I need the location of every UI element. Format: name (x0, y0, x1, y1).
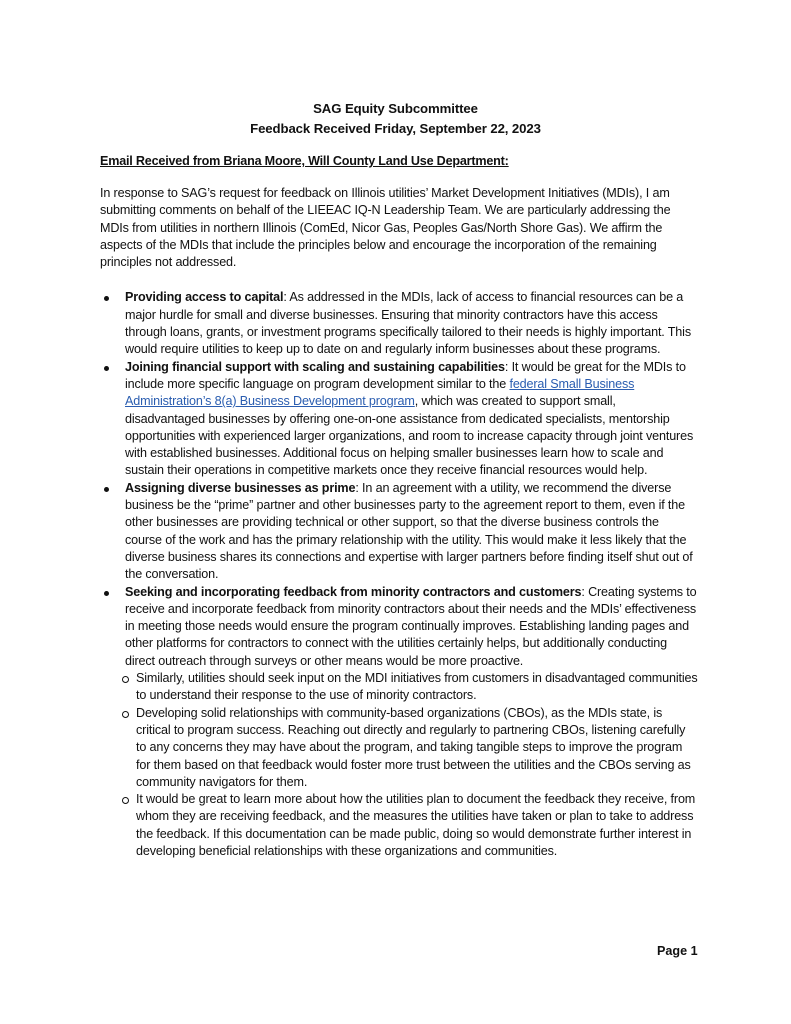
bullet-icon (104, 591, 109, 596)
bullet-text: : As addressed in the MDIs, lack of access to financial resources can be a major hurdle for small and diverse businesses. Ensuring that minority contractors have this access through loans, grants, or investment programs specifically tailored to their needs is highly important. This would require utilities to keep up to date on and regularly inform businesses about these programs. (125, 290, 691, 357)
principles-list (100, 289, 698, 670)
list-item (100, 480, 698, 584)
hollow-bullet-icon (122, 711, 129, 718)
list-item (100, 584, 698, 670)
document-body (100, 185, 698, 860)
page-number: Page 1 (657, 944, 698, 958)
bullet-icon (104, 487, 109, 492)
sub-list-item (100, 705, 698, 791)
sub-bullet-text: It would be great to learn more about how the utilities plan to document the feedback they receive, from whom they are receiving feedback, and the measures the utilities have taken or plan to take to address the feedback. If this documentation can be made public, doing so would demonstrate further interest in developing beneficial relationships with these organizations and communities. (136, 792, 696, 858)
title-line-2: Feedback Received Friday, September 22, 2023 (250, 121, 541, 136)
bullet-title: Assigning diverse businesses as prime (125, 480, 356, 495)
intro-paragraph: In response to SAG’s request for feedback on Illinois utilities’ Market Development Initiatives (MDIs), I am submitting comments on behalf of the LIEEAC IQ-N Leadership Team. We are particularly addressing the MDIs from utilities in northern Illinois (ComEd, Nicor Gas, Peoples Gas/North Shore Gas). We affirm the aspects of the MDIs that include the principles below and encourage the incorporation of the remaining principles not addressed. (100, 186, 671, 270)
bullet-text: : In an agreement with a utility, we recommend the diverse business be the “prime” partner and other businesses party to the agreement report to them, even if the other businesses are providing technical or other support, so that the diverse business controls the course of the work and has the primary relationship with the utility. This would make it less likely that the diverse business shares its connections and expertise with larger partners before finding itself shut out of the conversation. (125, 480, 693, 582)
list-item (100, 289, 698, 358)
bullet-title: Providing access to capital (125, 290, 284, 305)
bullet-text: : It would be great for the MDIs to include more specific language on program development similar to the (125, 359, 686, 391)
bullet-title: Joining financial support with scaling and sustaining capabilities (125, 359, 505, 374)
bullet-text: , which was created to support small, disadvantaged businesses by offering one-on-one assistance from dedicated specialists, mentorship opportunities with experienced larger organizations, and room to increase capacity through joint ventures with established businesses. Additional focus on helping smaller businesses learn how to scale and sustain their operations in competitive markets once they receive financial resources would help. (125, 394, 694, 478)
feedback-sub-list (100, 670, 698, 860)
hollow-bullet-icon (122, 797, 129, 804)
bullet-icon (104, 296, 109, 301)
sub-list-item (100, 670, 698, 705)
sub-list-item (100, 791, 698, 860)
sub-bullet-text: Similarly, utilities should seek input on the MDI initiatives from customers in disadvantaged communities to understand their response to the use of minority contractors. (136, 671, 698, 703)
sub-bullet-text: Developing solid relationships with community-based organizations (CBOs), as the MDIs state, is critical to program success. Reaching out directly and regularly to partnering CBOs, listening carefully to any concerns they may have about the program, and taking tangible steps to improve the program for them based on that feedback would foster more trust between the utilities and the CBOs serving as community navigators for them. (136, 705, 691, 789)
list-item (100, 359, 698, 480)
bullet-icon (104, 366, 109, 371)
bullet-title: Seeking and incorporating feedback from minority contractors and customers (125, 584, 582, 599)
title-line-1: SAG Equity Subcommittee (313, 101, 478, 116)
document-title (0, 99, 791, 139)
bullet-text: : Creating systems to receive and incorporate feedback from minority contractors about their needs and the MDIs’ effectiveness in meeting those needs would ensure the program continually improves. Establishing landing pages and other platforms for contractors to connect with the utilities certainly helps, but additionally conducting direct outreach through surveys or other means would be more proactive. (125, 584, 697, 668)
sba-8a-program-link[interactable]: federal Small Business Administration’s 8(a) Business Development program (125, 376, 635, 409)
hollow-bullet-icon (122, 676, 129, 683)
section-heading: Email Received from Briana Moore, Will County Land Use Department: (100, 154, 509, 168)
